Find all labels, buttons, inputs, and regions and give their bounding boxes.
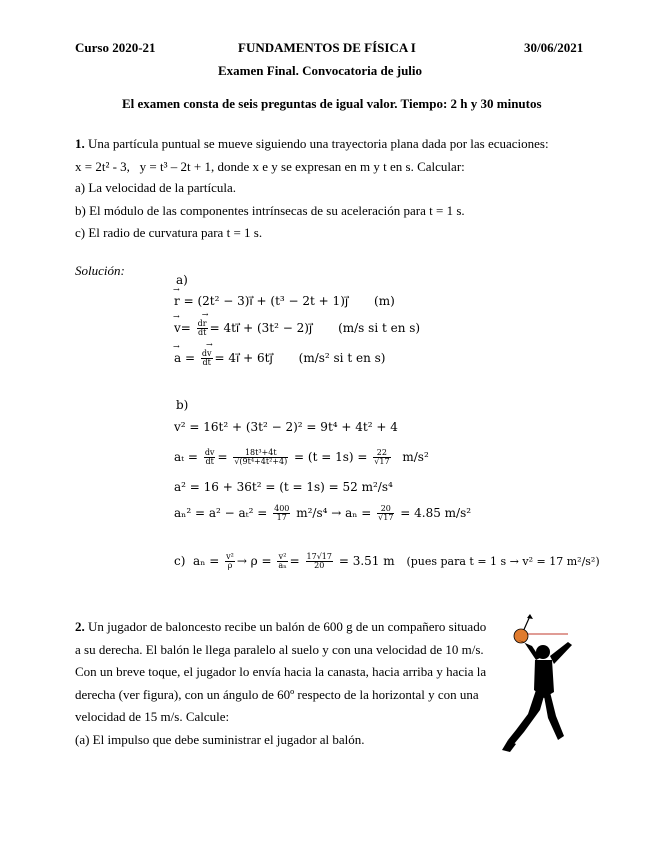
sol-normal-mid: m²/s⁴ → aₙ = bbox=[296, 506, 372, 520]
basketball-player-figure bbox=[488, 612, 584, 760]
q1-text: Una partícula puntual se mueve siguiendo una trayectoria plana dada por las ecuaciones: bbox=[88, 136, 549, 151]
q1-eq-y: y = t³ – 2t + 1, bbox=[139, 159, 215, 174]
q2-line-4: derecha (ver figura), con un ángulo de 60º respecto de la horizontal y con una bbox=[75, 687, 479, 702]
sol-velocity-unit: (m/s si t en s) bbox=[338, 321, 421, 335]
sol-a-squared: a² = 16 + 36t² = (t = 1s) = 52 m²/s⁴ bbox=[174, 480, 393, 494]
sol-velocity: → v= $\frac{d\to r}{dt}$ = 4tı⃗ + (3t² − 2)ȷ⃗ (m/s si t en s) bbox=[174, 320, 420, 337]
sol-v-squared: v² = 16t² + (3t² − 2)² = 9t⁴ + 4t² + 4 bbox=[174, 420, 398, 434]
q1-number: 1. bbox=[75, 136, 85, 151]
sol-b-label: b) bbox=[176, 398, 189, 412]
sol-curvature-value: = 3.51 m bbox=[338, 554, 395, 568]
sol-tangential: aₜ = $\frac{dv}{dt}$ = $\frac{\text{18t³+4t}}{\text{√(9t⁴+4t²+4)}}$ = (t = 1s) = $\frac{22}{√17}$ m/s² bbox=[174, 448, 429, 466]
sol-c-label: c) bbox=[174, 554, 186, 568]
sol-position-unit: (m) bbox=[374, 294, 395, 308]
sol-acceleration-expr: = 4ı⃗ + 6tȷ⃗ bbox=[214, 351, 273, 365]
sol-a-label: a) bbox=[176, 273, 188, 287]
q1-equations bbox=[75, 159, 465, 175]
player-silhouette bbox=[502, 640, 572, 752]
exam-subtitle: Examen Final. Convocatoria de julio bbox=[218, 63, 423, 78]
exam-date: 30/06/2021 bbox=[524, 40, 584, 55]
q1-eq-x: x = 2t² - 3, bbox=[75, 159, 130, 174]
course-label: Curso 2020-21 bbox=[75, 40, 156, 55]
sol-normal-lhs: aₙ² = a² − aₜ² = bbox=[174, 506, 268, 520]
q1-statement bbox=[75, 136, 549, 152]
q2-line-3: Con un breve toque, el jugador lo envía hacia la canasta, hacia arriba y hacia la bbox=[75, 664, 487, 679]
sol-normal: aₙ² = a² − aₜ² = $\frac{400}{17}$ m²/s⁴ → aₙ = $\frac{20}{√17}$ = 4.85 m/s² bbox=[174, 504, 472, 522]
q1-eq-rest: donde x e y se expresan en m y t en s. Calcular: bbox=[217, 159, 465, 174]
q1-part-c: c) El radio de curvatura para t = 1 s. bbox=[75, 225, 263, 240]
sol-position-expr: = (2t² − 3)ı⃗ + (t³ − 2t + 1)ȷ⃗ bbox=[183, 294, 349, 308]
exam-title: FUNDAMENTOS DE FÍSICA I bbox=[238, 40, 416, 55]
sol-tangential-unit: m/s² bbox=[402, 450, 429, 464]
sol-curvature-note: (pues para t = 1 s → v² = 17 m²/s²) bbox=[406, 555, 600, 568]
solution-label: Solución: bbox=[75, 263, 125, 278]
q2-number: 2. bbox=[75, 619, 85, 634]
q1-part-a: a) La velocidad de la partícula. bbox=[75, 180, 236, 195]
q1-part-b: b) El módulo de las componentes intrínsecas de su aceleración para t = 1 s. bbox=[75, 203, 465, 218]
q2-text-1: Un jugador de baloncesto recibe un balón de 600 g de un compañero situado bbox=[88, 619, 487, 634]
sol-acceleration-unit: (m/s² si t en s) bbox=[298, 351, 386, 365]
q2-part-a: (a) El impulso que debe suministrar el jugador al balón. bbox=[75, 732, 365, 747]
q2-line-5: velocidad de 15 m/s. Calcule: bbox=[75, 709, 230, 724]
sol-position: → r = (2t² − 3)ı⃗ + (t³ − 2t + 1)ȷ⃗ (m) bbox=[174, 294, 395, 308]
q2-line-2: a su derecha. El balón le llega paralelo al suelo y con una velocidad de 10 m/s. bbox=[75, 642, 484, 657]
basketball-icon bbox=[514, 629, 528, 643]
sol-acceleration: → a = $\frac{d\to v}{dt}$ = 4ı⃗ + 6tȷ⃗ (m/s² si t en s) bbox=[174, 350, 385, 367]
q2-line-1 bbox=[75, 619, 486, 635]
sol-curvature: c) aₙ = $\frac{\text{v²}}{\rho}$ → ρ = $\frac{\text{v²}}{\text{aₙ}}$ = $\frac{17√17}{20}$ = 3.51 m (pues para t = 1 s → v² = 17 m²/s²) bbox=[174, 552, 600, 570]
sol-velocity-expr: = 4tı⃗ + (3t² − 2)ȷ⃗ bbox=[209, 321, 313, 335]
exam-instructions: El examen consta de seis preguntas de igual valor. Tiempo: 2 h y 30 minutos bbox=[122, 96, 542, 111]
sol-normal-value: = 4.85 m/s² bbox=[400, 506, 472, 520]
sol-tangential-rhs: = (t = 1s) = bbox=[294, 450, 368, 464]
sol-tangential-lhs: aₜ = bbox=[174, 450, 198, 464]
